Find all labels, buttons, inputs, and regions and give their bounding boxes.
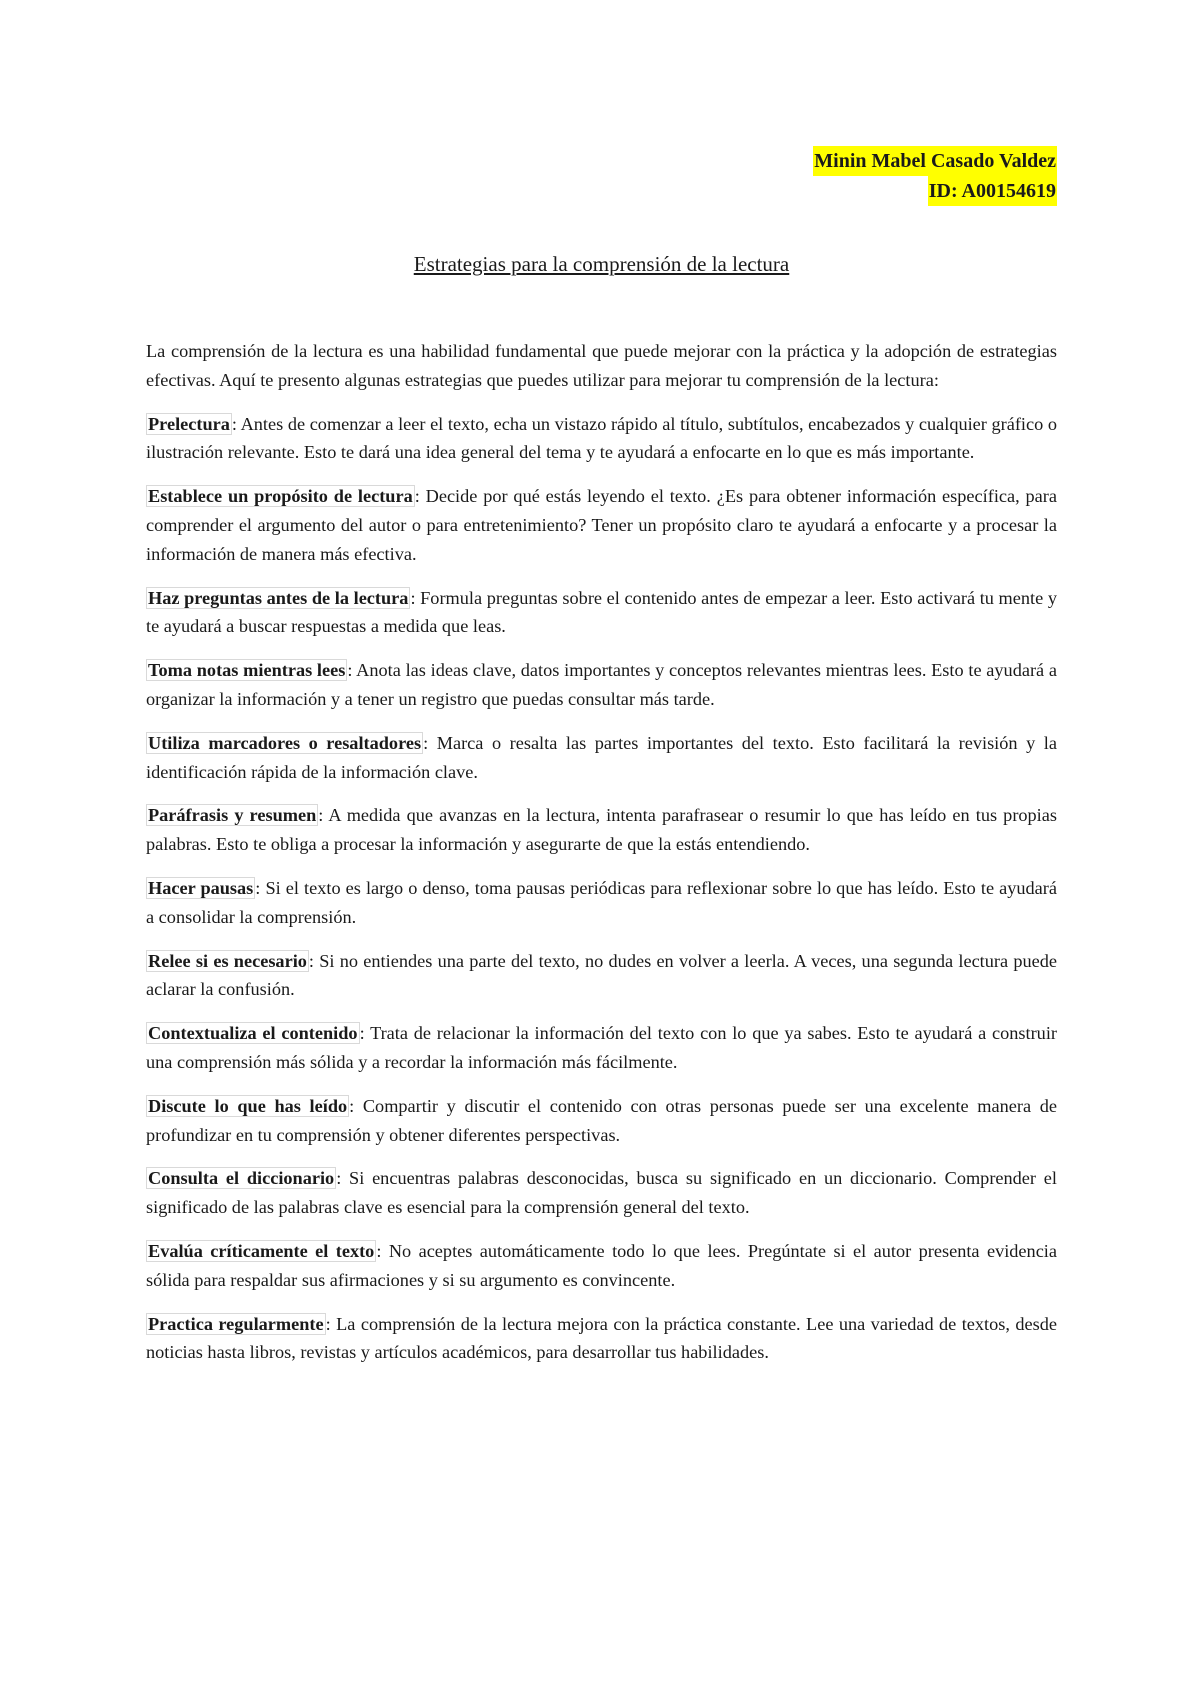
strategy-paragraph (146, 482, 1057, 568)
strategy-paragraph (146, 584, 1057, 642)
strategy-text: : Si no entiendes una parte del texto, no dudes en volver a leerla. A veces, una segunda lectura puede aclarar la confusión. (146, 950, 1058, 1000)
intro-paragraph: La comprensión de la lectura es una habilidad fundamental que puede mejorar con la práctica y la adopción de estrategias efectivas. Aquí te presento algunas estrategias que puedes utilizar para mejorar tu comprensión de la lectura: (146, 341, 1057, 390)
strategy-text: : Antes de comenzar a leer el texto, echa un vistazo rápido al título, subtítulos, encabezados y cualquier gráfico o ilustración relevante. Esto te dará una idea general del tema y te ayudará a enfocarte en lo que es más importante. (146, 413, 1057, 463)
strategy-term: Toma notas mientras lees (148, 660, 346, 681)
document-body (146, 337, 1057, 1382)
document-page (146, 0, 1057, 1698)
author-block (813, 146, 1057, 206)
strategy-paragraph (146, 874, 1057, 932)
document-title: Estrategias para la comprensión de la lectura (413, 252, 790, 276)
strategy-paragraph (146, 947, 1057, 1005)
strategy-term: Haz preguntas antes de la lectura (148, 587, 409, 608)
strategy-paragraph (146, 801, 1057, 859)
strategy-text: : A medida que avanzas en la lectura, intenta parafrasear o resumir lo que has leído en tus propias palabras. Esto te obliga a procesar la información y asegurarte de que la estás entendiendo. (146, 805, 1057, 855)
author-id: ID: A00154619 (928, 176, 1057, 206)
strategy-text: : Compartir y discutir el contenido con otras personas puede ser una excelente manera de profundizar en tu comprensión y obtener diferentes perspectivas. (146, 1095, 1057, 1145)
strategy-term: Paráfrasis y resumen (148, 805, 317, 826)
strategy-text: : Anota las ideas clave, datos importantes y conceptos relevantes mientras lees. Esto te ayudará a organizar la información y a tener un registro que puedas consultar más tarde. (146, 660, 1057, 709)
strategy-text: : Formula preguntas sobre el contenido antes de empezar a leer. Esto activará tu mente y te ayudará a buscar respuestas a medida que leas. (146, 587, 1057, 637)
strategy-term: Contextualiza el contenido (148, 1023, 358, 1044)
strategy-term: Discute lo que has leído (148, 1095, 348, 1116)
author-name: Minin Mabel Casado Valdez (813, 146, 1057, 176)
strategy-term: Prelectura (148, 413, 230, 434)
strategy-paragraph (146, 656, 1057, 714)
strategy-paragraph (146, 410, 1057, 468)
strategy-term: Utiliza marcadores o resaltadores (148, 732, 422, 753)
strategy-text: : Si el texto es largo o denso, toma pausas periódicas para reflexionar sobre lo que has leído. Esto te ayudará a consolidar la comprensión. (146, 877, 1057, 927)
strategy-paragraph (146, 1237, 1057, 1295)
strategy-term: Establece un propósito de lectura (148, 486, 413, 507)
strategy-paragraph (146, 729, 1057, 787)
strategy-paragraph (146, 1092, 1057, 1150)
strategy-paragraph (146, 1019, 1057, 1077)
strategy-text: : Marca o resalta las partes importantes del texto. Esto facilitará la revisión y la identificación rápida de la información clave. (146, 732, 1057, 782)
strategy-paragraph (146, 1164, 1057, 1222)
strategy-text: : Decide por qué estás leyendo el texto. ¿Es para obtener información específica, para comprender el argumento del autor o para entretenimiento? Tener un propósito claro te ayudará a enfocarte y a procesar la información de manera más efectiva. (146, 486, 1057, 564)
strategy-term: Hacer pausas (148, 877, 254, 898)
strategy-text: : La comprensión de la lectura mejora con la práctica constante. Lee una variedad de textos, desde noticias hasta libros, revistas y artículos académicos, para desarrollar tus habilidades. (146, 1313, 1057, 1363)
strategy-paragraph (146, 1310, 1057, 1368)
strategy-text: : Si encuentras palabras desconocidas, busca su significado en un diccionario. Comprender el significado de las palabras clave es esencial para la comprensión general del texto. (146, 1168, 1057, 1218)
strategy-term: Evalúa críticamente el texto (148, 1240, 375, 1261)
strategy-term: Practica regularmente (148, 1313, 324, 1334)
strategy-term: Relee si es necesario (148, 950, 307, 971)
strategy-term: Consulta el diccionario (148, 1168, 335, 1189)
strategy-text: : Trata de relacionar la información del texto con lo que ya sabes. Esto te ayudará a construir una comprensión más sólida y a recordar la información más fácilmente. (146, 1023, 1057, 1072)
strategy-text: : No aceptes automáticamente todo lo que lees. Pregúntate si el autor presenta evidencia sólida para respaldar sus afirmaciones y si su argumento es convincente. (146, 1240, 1057, 1290)
